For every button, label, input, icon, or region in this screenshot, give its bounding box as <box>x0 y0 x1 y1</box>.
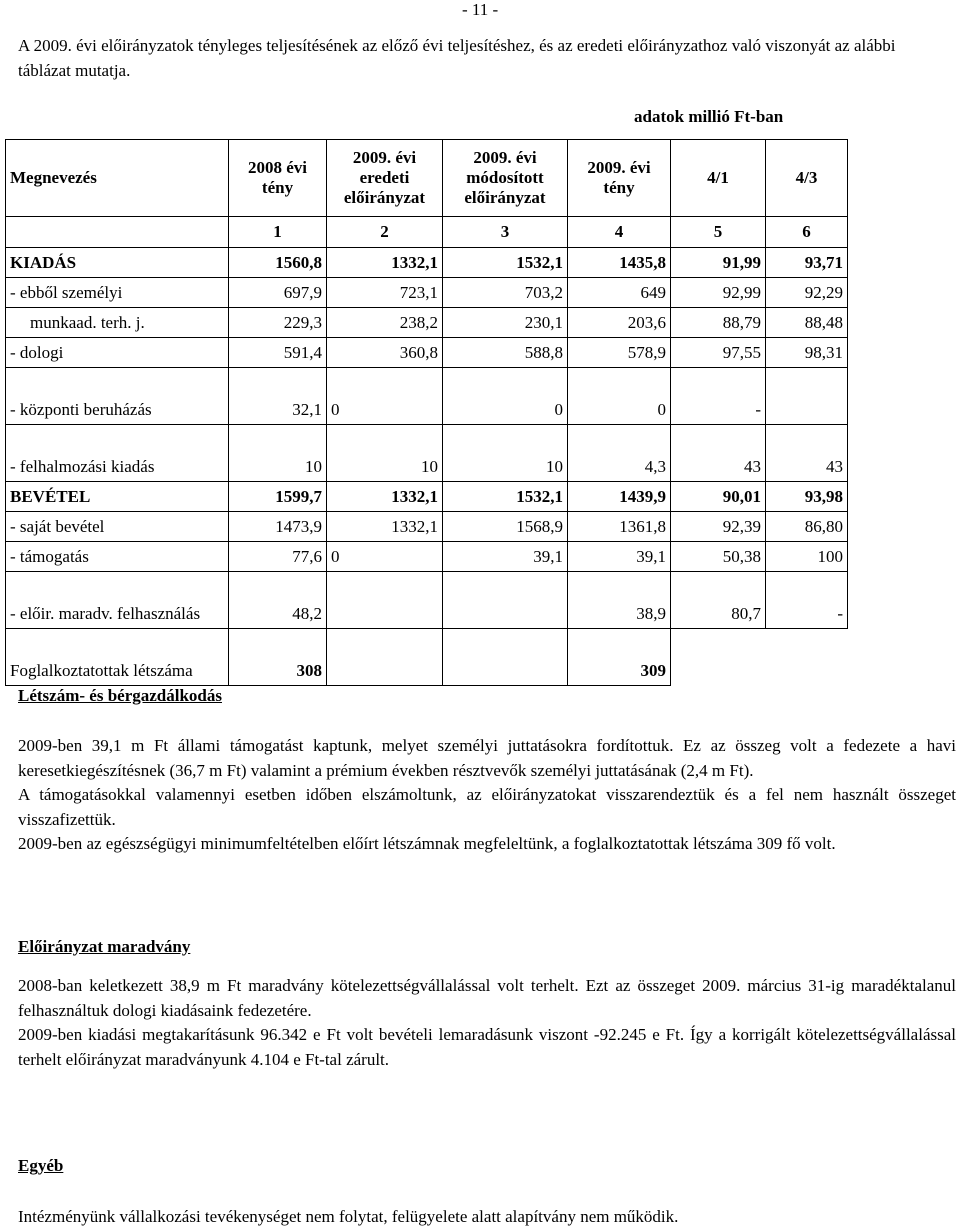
table-cell: 39,1 <box>443 542 568 572</box>
table-row <box>6 368 848 425</box>
header-2009-eredeti: 2009. évi eredeti előirányzat <box>327 140 443 217</box>
paragraph: A támogatásokkal valamennyi esetben időben elszámoltunk, az előirányzatokat visszarendeztük és a fel nem használt összeget visszafizettük. <box>18 785 956 829</box>
table-cell: 10 <box>229 425 327 482</box>
header-2008-teny: 2008 évi tény <box>229 140 327 217</box>
table-cell: 723,1 <box>327 278 443 308</box>
table-row <box>6 278 848 308</box>
row-label: KIADÁS <box>6 248 229 278</box>
table-row <box>6 338 848 368</box>
table-cell: 360,8 <box>327 338 443 368</box>
table-cell: 0 <box>568 368 671 425</box>
table-cell: 39,1 <box>568 542 671 572</box>
header-2009-modositott: 2009. évi módosított előirányzat <box>443 140 568 217</box>
row-label: munkaad. terh. j. <box>6 308 229 338</box>
table-cell: 203,6 <box>568 308 671 338</box>
table-cell: 1473,9 <box>229 512 327 542</box>
table-cell <box>327 572 443 629</box>
table-cell: 98,31 <box>766 338 848 368</box>
table-cell: 48,2 <box>229 572 327 629</box>
section-body-letszam <box>18 734 956 857</box>
table-cell: 43 <box>766 425 848 482</box>
table-cell <box>766 368 848 425</box>
table-cell: 1568,9 <box>443 512 568 542</box>
table-row <box>6 482 848 512</box>
table-cell: 86,80 <box>766 512 848 542</box>
table-cell <box>327 629 443 686</box>
unit-note: adatok millió Ft-ban <box>634 107 784 126</box>
table-cell: 578,9 <box>568 338 671 368</box>
table-cell: 309 <box>568 629 671 686</box>
row-label: - támogatás <box>6 542 229 572</box>
index-cell: 3 <box>443 217 568 248</box>
table-row <box>6 542 848 572</box>
table-row <box>6 308 848 338</box>
table-cell: 1361,8 <box>568 512 671 542</box>
index-cell-empty <box>6 217 229 248</box>
row-label: - saját bevétel <box>6 512 229 542</box>
table-cell: 0 <box>443 368 568 425</box>
table-cell: 93,98 <box>766 482 848 512</box>
table-index-row <box>6 217 848 248</box>
table-cell: 93,71 <box>766 248 848 278</box>
table-cell: 308 <box>229 629 327 686</box>
table-cell: 1332,1 <box>327 512 443 542</box>
table-cell: - <box>671 368 766 425</box>
table-cell: 88,48 <box>766 308 848 338</box>
row-label: - központi beruházás <box>6 368 229 425</box>
table-cell: 1532,1 <box>443 482 568 512</box>
section-body-egyeb <box>18 1205 956 1230</box>
intro-text: A 2009. évi előirányzatok tényleges teljesítésének az előző évi teljesítéshez, és az eredeti előirányzathoz való viszonyát az alábbi táblázat mutatja. <box>18 36 896 80</box>
table-cell: 97,55 <box>671 338 766 368</box>
table-row <box>6 248 848 278</box>
section-title-letszam: Létszám- és bérgazdálkodás <box>18 686 222 705</box>
table-cell: 230,1 <box>443 308 568 338</box>
table-row <box>6 425 848 482</box>
table-cell: 0 <box>327 368 443 425</box>
table-cell: 92,39 <box>671 512 766 542</box>
table-cell: 90,01 <box>671 482 766 512</box>
table-cell: 229,3 <box>229 308 327 338</box>
table-cell: 1332,1 <box>327 248 443 278</box>
table-cell: 1435,8 <box>568 248 671 278</box>
paragraph: 2009-ben kiadási megtakarításunk 96.342 e Ft volt bevételi lemaradásunk viszont -92.245 e Ft. Így a korrigált kötelezettségvállalással terhelt előirányzat maradványunk 4.104 e Ft-tal zárult. <box>18 1025 956 1069</box>
table-row <box>6 629 848 686</box>
header-2009-teny: 2009. évi tény <box>568 140 671 217</box>
index-cell: 2 <box>327 217 443 248</box>
table-cell <box>443 629 568 686</box>
table-cell: 100 <box>766 542 848 572</box>
table-cell-empty <box>671 629 766 686</box>
paragraph: 2008-ban keletkezett 38,9 m Ft maradvány kötelezettségvállalással volt terhelt. Ezt az összeget 2009. március 31-ig maradéktalanul felhasználtuk dologi kiadásaink fedezetére. <box>18 976 956 1020</box>
table-cell: 703,2 <box>443 278 568 308</box>
row-label: - előir. maradv. felhasználás <box>6 572 229 629</box>
header-megnevezes: Megnevezés <box>6 140 229 217</box>
table-cell: 1332,1 <box>327 482 443 512</box>
table-cell: 92,29 <box>766 278 848 308</box>
table-cell: 38,9 <box>568 572 671 629</box>
header-ratio-4-3: 4/3 <box>766 140 848 217</box>
table-cell <box>443 572 568 629</box>
table-cell: 588,8 <box>443 338 568 368</box>
table-cell: 91,99 <box>671 248 766 278</box>
row-label: - dologi <box>6 338 229 368</box>
table-cell-empty <box>766 629 848 686</box>
table-cell: 10 <box>443 425 568 482</box>
table-cell: - <box>766 572 848 629</box>
table-cell: 4,3 <box>568 425 671 482</box>
index-cell: 1 <box>229 217 327 248</box>
table-cell: 88,79 <box>671 308 766 338</box>
table-cell: 10 <box>327 425 443 482</box>
paragraph: Intézményünk vállalkozási tevékenységet nem folytat, felügyelete alatt alapítvány nem működik. <box>18 1207 679 1226</box>
page-number: - 11 - <box>462 0 499 19</box>
table-cell: 43 <box>671 425 766 482</box>
row-label: BEVÉTEL <box>6 482 229 512</box>
table-cell: 32,1 <box>229 368 327 425</box>
table-cell: 1439,9 <box>568 482 671 512</box>
table-cell: 77,6 <box>229 542 327 572</box>
header-ratio-4-1: 4/1 <box>671 140 766 217</box>
section-body-eloiranyzat-maradvany <box>18 974 956 1072</box>
table-cell: 0 <box>327 542 443 572</box>
table-row <box>6 572 848 629</box>
table-cell: 591,4 <box>229 338 327 368</box>
table-cell: 80,7 <box>671 572 766 629</box>
table-cell: 1532,1 <box>443 248 568 278</box>
paragraph: 2009-ben az egészségügyi minimumfeltételben előírt létszámnak megfeleltünk, a foglalkoztatottak létszáma 309 fő volt. <box>18 834 836 853</box>
index-cell: 5 <box>671 217 766 248</box>
paragraph: 2009-ben 39,1 m Ft állami támogatást kaptunk, melyet személyi juttatásokra fordítottuk. Ez az összeg volt a fedezete a havi keresetkiegészítésnek (36,7 m Ft) valamint a prémium években résztvevők személyi juttatásának (2,4 m Ft). <box>18 736 956 780</box>
section-title-egyeb: Egyéb <box>18 1156 64 1175</box>
table-cell: 50,38 <box>671 542 766 572</box>
row-label: - ebből személyi <box>6 278 229 308</box>
row-label: - felhalmozási kiadás <box>6 425 229 482</box>
table-cell: 238,2 <box>327 308 443 338</box>
table-row <box>6 512 848 542</box>
row-label: Foglalkoztatottak létszáma <box>6 629 229 686</box>
table-cell: 649 <box>568 278 671 308</box>
budget-table <box>5 139 848 686</box>
table-cell: 92,99 <box>671 278 766 308</box>
index-cell: 6 <box>766 217 848 248</box>
table-cell: 697,9 <box>229 278 327 308</box>
table-cell: 1599,7 <box>229 482 327 512</box>
table-header-row <box>6 140 848 217</box>
section-title-eloiranyzat-maradvany: Előirányzat maradvány <box>18 937 191 956</box>
index-cell: 4 <box>568 217 671 248</box>
table-cell: 1560,8 <box>229 248 327 278</box>
